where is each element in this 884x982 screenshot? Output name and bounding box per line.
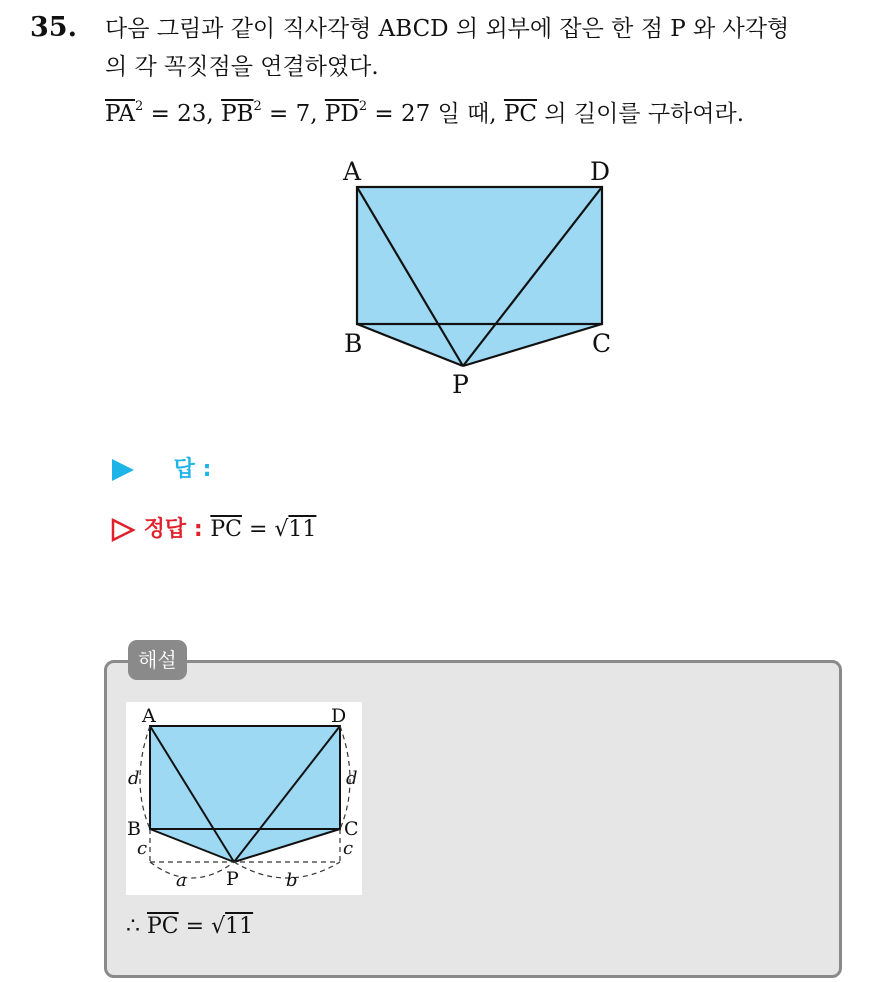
exponent: 2 (253, 99, 262, 114)
exponent: 2 (358, 99, 368, 114)
answer-label: 답 : (173, 457, 212, 482)
correct-answer-row (110, 512, 316, 543)
therefore-sign: ∴ (126, 914, 140, 939)
correct-answer-label: 정답 : (143, 517, 203, 542)
sol-label-seg-a: a (176, 870, 187, 891)
sol-label-c-left: c (137, 838, 148, 859)
label-p: P (452, 370, 469, 399)
sol-label-b: B (127, 818, 141, 840)
label-a: A (343, 157, 362, 186)
sol-label-d-right: d (346, 768, 358, 789)
label-d: D (590, 157, 611, 186)
segment-pb: $\overline{PB}$ (221, 101, 254, 127)
solution-diagram (126, 702, 362, 895)
problem-line-3 (105, 92, 744, 129)
answer-blank-row (110, 452, 211, 483)
equals: = (241, 517, 275, 542)
segment-pc: $\overline{PC}$ (147, 914, 179, 939)
label-c: C (592, 329, 612, 358)
rectangle-figure (330, 150, 630, 400)
correct-answer-math (210, 517, 316, 542)
equals: = (178, 914, 212, 939)
problem-line-1: 다음 그림과 같이 직사각형 ABCD 의 외부에 잡은 한 점 P 와 사각형 (105, 16, 790, 42)
label-b: B (344, 329, 363, 358)
sqrt-sign: √ (274, 517, 289, 542)
sol-label-c: C (344, 818, 359, 840)
sol-label-d-left: d (128, 768, 140, 789)
sol-label-a: A (142, 705, 156, 727)
segment-pc: $\overline{PC}$ (210, 517, 242, 542)
solution-tab: 해설 (128, 640, 187, 680)
question-tail: 의 길이를 구하여라. (537, 101, 745, 127)
arc-a (150, 862, 234, 878)
question-number: 35. (30, 12, 77, 43)
pd-value: = 27 일 때, (367, 101, 497, 127)
sol-label-d: D (331, 705, 347, 727)
sol-label-seg-b: b (286, 870, 298, 891)
sol-label-p: P (226, 868, 239, 890)
segment-pa: $\overline{PA}$ (105, 101, 135, 127)
outline-triangle-icon (110, 517, 136, 543)
sqrt-sign: √ (211, 914, 226, 939)
problem-line-2: 의 각 꼭짓점을 연결하였다. (105, 54, 379, 80)
pb-value: = 7, (261, 101, 318, 127)
solution-conclusion (126, 914, 253, 939)
segment-pc: $\overline{PC}$ (503, 101, 538, 127)
radicand: 11 (288, 517, 317, 542)
pa-value: = 23, (143, 101, 214, 127)
exponent: 2 (134, 99, 144, 114)
sol-label-c-right: c (343, 838, 354, 859)
solution-figure (126, 702, 362, 895)
play-triangle-icon (110, 457, 136, 483)
segment-pd: $\overline{PD}$ (324, 101, 359, 127)
arc-d-left (140, 726, 150, 829)
radicand: 11 (225, 914, 254, 939)
